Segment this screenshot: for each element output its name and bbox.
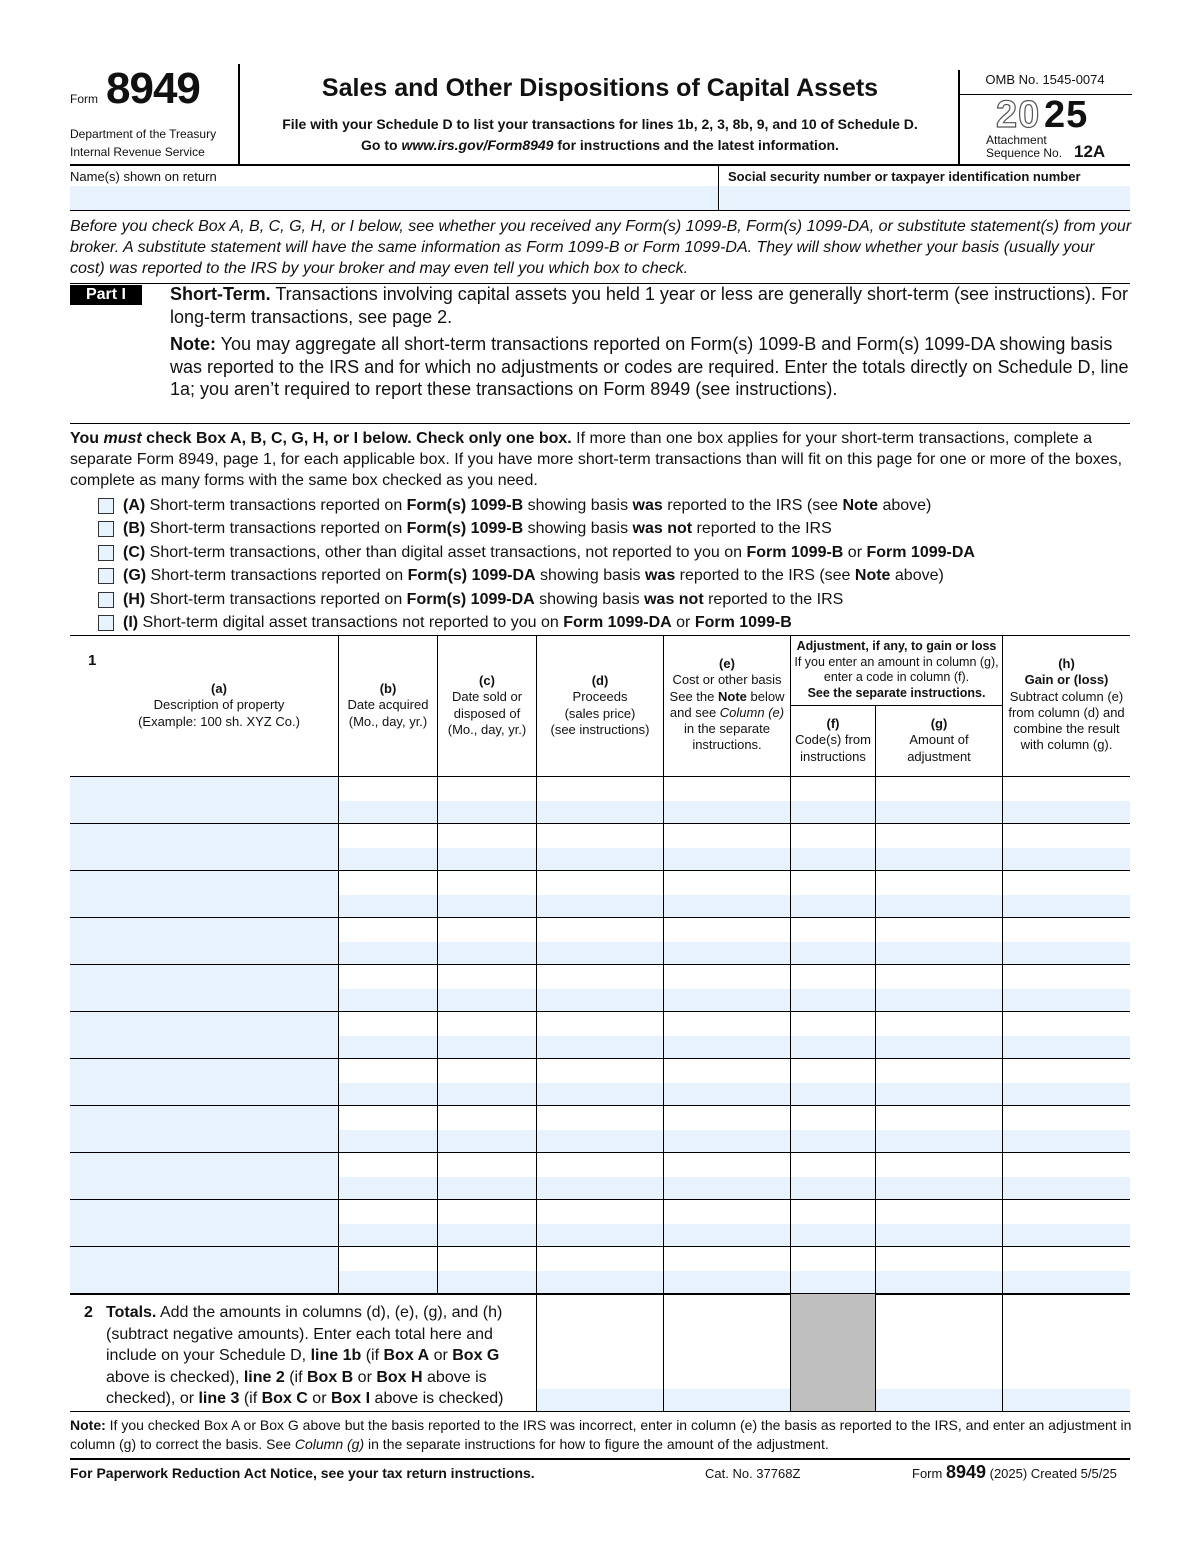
column-rule	[1002, 635, 1003, 1293]
row-input[interactable]	[664, 1036, 790, 1058]
col-f-header: (f) Code(s) from instructions	[795, 716, 871, 764]
row-input[interactable]	[339, 1036, 437, 1058]
row-input[interactable]	[537, 1130, 663, 1152]
row-input[interactable]	[438, 1224, 536, 1246]
row-input[interactable]	[791, 989, 875, 1011]
column-rule	[875, 705, 876, 1293]
description-input[interactable]	[70, 1012, 338, 1058]
row-input[interactable]	[1003, 1177, 1130, 1199]
row-input[interactable]	[1003, 1083, 1130, 1105]
row-input[interactable]	[537, 1177, 663, 1199]
row-input[interactable]	[791, 1271, 875, 1293]
row-input[interactable]	[1003, 1224, 1130, 1246]
row-input[interactable]	[339, 989, 437, 1011]
row-input[interactable]	[537, 848, 663, 870]
row-input[interactable]	[664, 989, 790, 1011]
form-id-block	[70, 64, 240, 164]
row-input[interactable]	[791, 801, 875, 823]
row-input[interactable]	[438, 801, 536, 823]
row-input[interactable]	[664, 801, 790, 823]
row-input[interactable]	[1003, 848, 1130, 870]
row-rule	[70, 1293, 1130, 1295]
row-input[interactable]	[438, 1083, 536, 1105]
description-input[interactable]	[70, 824, 338, 870]
row-input[interactable]	[1003, 942, 1130, 964]
row-input[interactable]	[791, 895, 875, 917]
col-c-header: (c) Date sold or disposed of (Mo., day, yr.)	[447, 673, 527, 737]
row-input[interactable]	[438, 848, 536, 870]
form-subtitle-2: Go to www.irs.gov/Form8949 for instructions and the latest information.	[361, 137, 839, 153]
omb-block	[958, 70, 1130, 164]
row-input[interactable]	[664, 1083, 790, 1105]
description-input[interactable]	[70, 965, 338, 1011]
column-rule	[536, 635, 537, 1293]
col-d-header: (d) Proceeds (sales price) (see instructions)	[550, 673, 650, 737]
row-input[interactable]	[664, 848, 790, 870]
row-input[interactable]	[339, 848, 437, 870]
column-rule	[790, 635, 791, 1293]
tax-year-outline: 20	[996, 94, 1041, 136]
col-g-header: (g) Amount of adjustment	[907, 716, 971, 764]
row-input[interactable]	[791, 1177, 875, 1199]
row-input[interactable]	[1003, 1271, 1130, 1293]
column-rule	[663, 635, 664, 1293]
sequence-label: Sequence No.	[986, 146, 1063, 160]
row-input[interactable]	[339, 1130, 437, 1152]
col-e-header: (e) Cost or other basis See the Note below and see Column (e) in the separate instructions.	[669, 656, 785, 753]
adjustment-split-rule	[790, 705, 1002, 706]
row-input[interactable]	[791, 1130, 875, 1152]
row-input[interactable]	[876, 895, 1002, 917]
row-input[interactable]	[438, 895, 536, 917]
row-input[interactable]	[876, 1130, 1002, 1152]
box-i-checkbox[interactable]	[98, 615, 114, 631]
aggregate-note: Note: You may aggregate all short-term transactions reported on Form(s) 1099-B and Form(s) 1099-DA showing basis was reported to the IRS and for which no adjustments or codes are required. Enter the totals directly on Schedule D, line 1a; you aren’t required to report these transactions on Form 8949 (see instructions).	[170, 334, 1129, 399]
dept-line-2: Internal Revenue Service	[70, 145, 205, 159]
row-input[interactable]	[876, 1083, 1002, 1105]
form-word: Form	[70, 92, 98, 106]
row-input[interactable]	[537, 989, 663, 1011]
row-input[interactable]	[537, 1224, 663, 1246]
row-input[interactable]	[876, 989, 1002, 1011]
description-input[interactable]	[70, 777, 338, 823]
row-input[interactable]	[1003, 895, 1130, 917]
box-g-checkbox[interactable]	[98, 568, 114, 584]
row-input[interactable]	[664, 1271, 790, 1293]
box-c-checkbox[interactable]	[98, 545, 114, 561]
box-b-row[interactable]: (B) Short-term transactions reported on Form(s) 1099-B showing basis was not reported to the IRS	[98, 519, 832, 539]
box-b-checkbox[interactable]	[98, 521, 114, 537]
box-h-row[interactable]: (H) Short-term transactions reported on Form(s) 1099-DA showing basis was not reported to the IRS	[98, 590, 843, 610]
row-input[interactable]	[537, 942, 663, 964]
row-input[interactable]	[876, 848, 1002, 870]
form-title: Sales and Other Dispositions of Capital Assets	[321, 74, 879, 102]
totals-instructions: Totals. Add the amounts in columns (d), (e), (g), and (h) (subtract negative amounts). Enter each total here and include on your Schedule D, line 1b (if Box A or Box G above is checked), line 2 (if Box B or Box H above is checked), or line 3 (if Box C or Box I above is checked)	[106, 1304, 504, 1407]
name-label: Name(s) shown on return	[70, 169, 217, 184]
row-input[interactable]	[438, 942, 536, 964]
tax-year-solid: 25	[1044, 94, 1089, 136]
row-input[interactable]	[1003, 1036, 1130, 1058]
divider	[718, 164, 719, 211]
description-input[interactable]	[70, 1059, 338, 1105]
ssn-label: Social security number or taxpayer identification number	[728, 169, 1081, 184]
footer-rule	[70, 1458, 1130, 1460]
attachment-label: Attachment	[986, 133, 1047, 147]
row-input[interactable]	[876, 1271, 1002, 1293]
row-input[interactable]	[1003, 1130, 1130, 1152]
dept-line-1: Department of the Treasury	[70, 127, 217, 141]
col-b-header: (b) Date acquired (Mo., day, yr.)	[347, 681, 429, 729]
column-rule	[1002, 1293, 1003, 1411]
row-input[interactable]	[438, 989, 536, 1011]
column-rule	[536, 1293, 537, 1411]
row-input[interactable]	[537, 1083, 663, 1105]
row-input[interactable]	[339, 1271, 437, 1293]
row-input[interactable]	[876, 1224, 1002, 1246]
row-input[interactable]	[876, 1036, 1002, 1058]
paperwork-notice: For Paperwork Reduction Act Notice, see your tax return instructions.	[70, 1465, 535, 1481]
row-input[interactable]	[664, 1224, 790, 1246]
description-input[interactable]	[70, 918, 338, 964]
table-bottom-rule	[70, 1411, 1130, 1412]
name-input[interactable]	[70, 186, 718, 210]
description-input[interactable]	[70, 1106, 338, 1152]
row-input[interactable]	[438, 1130, 536, 1152]
box-a-checkbox[interactable]	[98, 498, 114, 514]
description-input[interactable]	[70, 871, 338, 917]
totals-input[interactable]	[876, 1389, 1002, 1411]
divider	[70, 210, 1130, 211]
line-2-number: 2	[84, 1304, 93, 1321]
ssn-input[interactable]	[720, 186, 1130, 210]
row-input[interactable]	[537, 1271, 663, 1293]
intro-instructions: Before you check Box A, B, C, G, H, or I below, see whether you received any Form(s) 1099-B, Form(s) 1099-DA, or substitute statement(s) from your broker. A substitute statement will have the same information as Form 1099-B or Form 1099-DA. They will show whether your basis (usually your cost) was reported to the IRS by your broker and may even tell you which box to check.	[70, 218, 1132, 277]
row-input[interactable]	[438, 1271, 536, 1293]
column-rule	[663, 1293, 664, 1411]
column-rule	[437, 635, 438, 1293]
totals-input[interactable]	[1003, 1389, 1130, 1411]
row-input[interactable]	[791, 942, 875, 964]
row-input[interactable]	[339, 942, 437, 964]
row-input[interactable]	[537, 1036, 663, 1058]
form-number: 8949	[106, 64, 200, 113]
row-input[interactable]	[339, 801, 437, 823]
row-input[interactable]	[339, 1083, 437, 1105]
basis-note: Note: If you checked Box A or Box G above but the basis reported to the IRS was incorrect, enter in column (e) the basis as reported to the IRS, and enter an adjustment in column (g) to correct the basis. See Column (g) in the separate instructions for how to figure the amount of the adjustment.	[70, 1417, 1132, 1452]
row-input[interactable]	[1003, 801, 1130, 823]
row-input[interactable]	[791, 1036, 875, 1058]
description-input[interactable]	[70, 1247, 338, 1293]
row-input[interactable]	[876, 1177, 1002, 1199]
row-input[interactable]	[438, 1177, 536, 1199]
form-subtitle-1: File with your Schedule D to list your transactions for lines 1b, 2, 3, 8b, 9, and 10 of Schedule D.	[282, 116, 918, 132]
irs-link[interactable]: www.irs.gov/Form8949	[401, 137, 554, 153]
part-badge: Part I	[70, 285, 142, 305]
catalog-number: Cat. No. 37768Z	[705, 1466, 801, 1481]
row-input[interactable]	[876, 801, 1002, 823]
row-input[interactable]	[664, 942, 790, 964]
row-input[interactable]	[537, 895, 663, 917]
omb-number: OMB No. 1545-0074	[985, 72, 1105, 87]
column-rule	[875, 1293, 876, 1411]
row-input[interactable]	[664, 1130, 790, 1152]
divider	[70, 423, 1130, 424]
footer-form-id: Form 8949 (2025) Created 5/5/25	[912, 1462, 1117, 1482]
short-term-description: Short-Term. Transactions involving capital assets you held 1 year or less are generally short-term (see instructions). For long-term transactions, see page 2.	[170, 284, 1129, 327]
line-2-col-f-shaded	[791, 1294, 875, 1411]
check-box-instructions: You must check Box A, B, C, G, H, or I below. Check only one box. If more than one box applies for your short-term transactions, complete a separate Form 8949, page 1, for each applicable box. If you have more short-term transactions than will fit on this page for one or more of the boxes, complete as many forms with the same box checked as you need.	[70, 430, 1123, 489]
row-input[interactable]	[339, 895, 437, 917]
totals-input[interactable]	[664, 1389, 790, 1411]
row-input[interactable]	[438, 1036, 536, 1058]
box-a-row[interactable]: (A) Short-term transactions reported on Form(s) 1099-B showing basis was reported to the IRS (see Note above)	[98, 496, 931, 516]
table-top-rule	[70, 635, 1130, 636]
description-input[interactable]	[70, 1200, 338, 1246]
row-input[interactable]	[1003, 989, 1130, 1011]
box-i-row[interactable]: (I) Short-term digital asset transactions not reported to you on Form 1099-DA or Form 1099-B	[98, 613, 792, 633]
row-input[interactable]	[537, 801, 663, 823]
col-h-header: (h) Gain or (loss) Subtract column (e) from column (d) and combine the result with column (g).	[1008, 656, 1125, 753]
col-a-header: (a) Description of property (Example: 100 sh. XYZ Co.)	[138, 681, 300, 729]
box-h-checkbox[interactable]	[98, 592, 114, 608]
box-g-row[interactable]: (G) Short-term transactions reported on Form(s) 1099-DA showing basis was reported to the IRS (see Note above)	[98, 566, 944, 586]
line-1-number: 1	[88, 652, 97, 669]
row-input[interactable]	[876, 942, 1002, 964]
totals-input[interactable]	[537, 1389, 663, 1411]
sequence-number: 12A	[1074, 142, 1106, 161]
adjustment-header: Adjustment, if any, to gain or loss If you enter an amount in column (g), enter a code in column (f). See the separate instructions.	[794, 639, 999, 700]
description-input[interactable]	[70, 1153, 338, 1199]
row-input[interactable]	[664, 1177, 790, 1199]
row-input[interactable]	[791, 1224, 875, 1246]
box-c-row[interactable]: (C) Short-term transactions, other than digital asset transactions, not reported to you on Form 1099-B or Form 1099-DA	[98, 543, 975, 563]
row-input[interactable]	[664, 895, 790, 917]
row-input[interactable]	[791, 848, 875, 870]
column-rule	[338, 635, 339, 1293]
row-input[interactable]	[339, 1177, 437, 1199]
row-input[interactable]	[339, 1224, 437, 1246]
row-input[interactable]	[791, 1083, 875, 1105]
header-rule	[70, 164, 1130, 166]
